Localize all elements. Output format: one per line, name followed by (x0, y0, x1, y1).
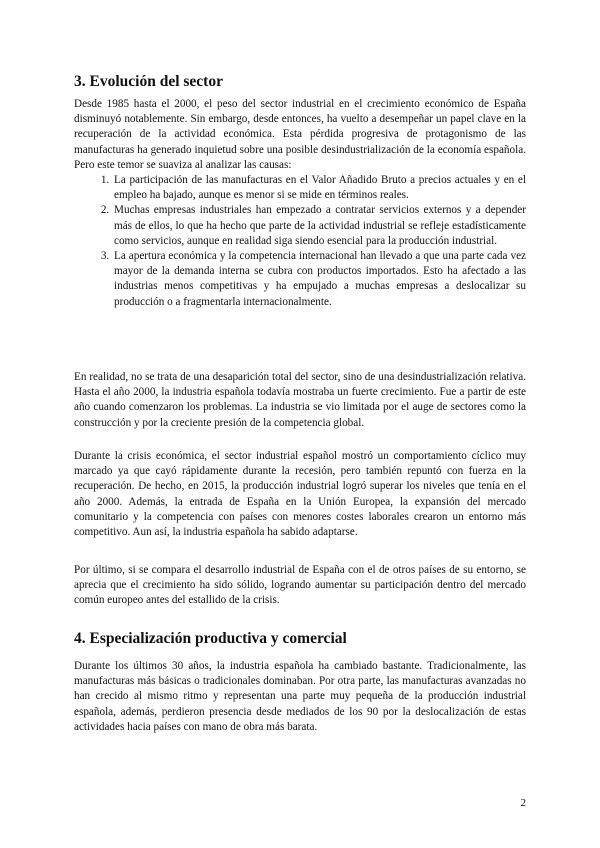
cause-item-3: 3. La apertura económica y la competencia internacional han llevado a que una parte cada vez mayor de la demanda interna se cubra con productos importados. Esto ha afectado a las industrias menos competitivas y ha empujado a muchas empresas a deslocalizar su producción o a fragmentarla internacionalmente. (112, 249, 526, 310)
section-4-paragraph-1: Durante los últimos 30 años, la industria española ha cambiado bastante. Tradicionalmente, las manufacturas más básicas o tradicionales dominaban. Por otra parte, las manufacturas avanzadas no han crecido al mismo ritmo y representan una parte muy pequeña de la producción industrial española, además, perdieron presencia desde mediados de los 90 por la deslocalización de estas actividades hacia países con mano de obra más barata. (74, 660, 526, 733)
section-3-paragraph-4: Por último, si se compara el desarrollo industrial de España con el de otros países de su entorno, se aprecia que el crecimiento ha sido sólido, logrando aumentar su participación dentro del mercado común europeo antes del estallido de la crisis. (74, 564, 526, 607)
causes-list (74, 173, 526, 310)
cause-item-2: 2. Muchas empresas industriales han empezado a contratar servicios externos y a depender más de ellos, lo que ha hecho que parte de la actividad industrial se refleje estadísticamente como servicios, aunque en realidad siga siendo esencial para la producción industrial. (112, 203, 526, 249)
cause-item-1: 1. La participación de las manufacturas en el Valor Añadido Bruto a precios actuales y en el empleo ha bajado, aunque es menor si se mide en términos reales. (112, 173, 526, 203)
section-3-heading: 3. Evolución del sector (74, 73, 223, 90)
section-3-paragraph-3: Durante la crisis económica, el sector industrial español mostró un comportamiento cíclico muy marcado ya que cayó rápidamente durante la recesión, pero también repuntó con fuerza en la recuperación. De hecho, en 2015, la producción industrial logró superar los niveles que tenía en el año 2000. Además, la entrada de España en la Unión Europea, la expansión del mercado comunitario y la competencia con países con menores costes laborales crearon un entorno más competitivo. Aun así, la industria española ha sabido adaptarse. (74, 450, 526, 539)
section-4-heading: 4. Especialización productiva y comercial (74, 630, 347, 647)
section-3-intro-block (74, 97, 526, 310)
page-number: 2 (520, 797, 526, 809)
section-3-intro-paragraph: Desde 1985 hasta el 2000, el peso del sector industrial en el crecimiento económico de España disminuyó notablemente. Sin embargo, desde entonces, ha vuelto a desempeñar un papel clave en la recuperación de la actividad económica. Esta pérdida progresiva de protagonismo de las manufacturas ha generado inquietud sobre una posible desindustrialización de la economía española. Pero este temor se suaviza al analizar las causas: (74, 98, 526, 171)
section-3-paragraph-2: En realidad, no se trata de una desaparición total del sector, sino de una desindustrialización relativa. Hasta el año 2000, la industria española todavía mostraba un fuerte crecimiento. Fue a partir de este año cuando comenzaron los problemas. La industria se vio limitada por el auge de sectores como la construcción y por la creciente presión de la competencia global. (74, 371, 526, 429)
